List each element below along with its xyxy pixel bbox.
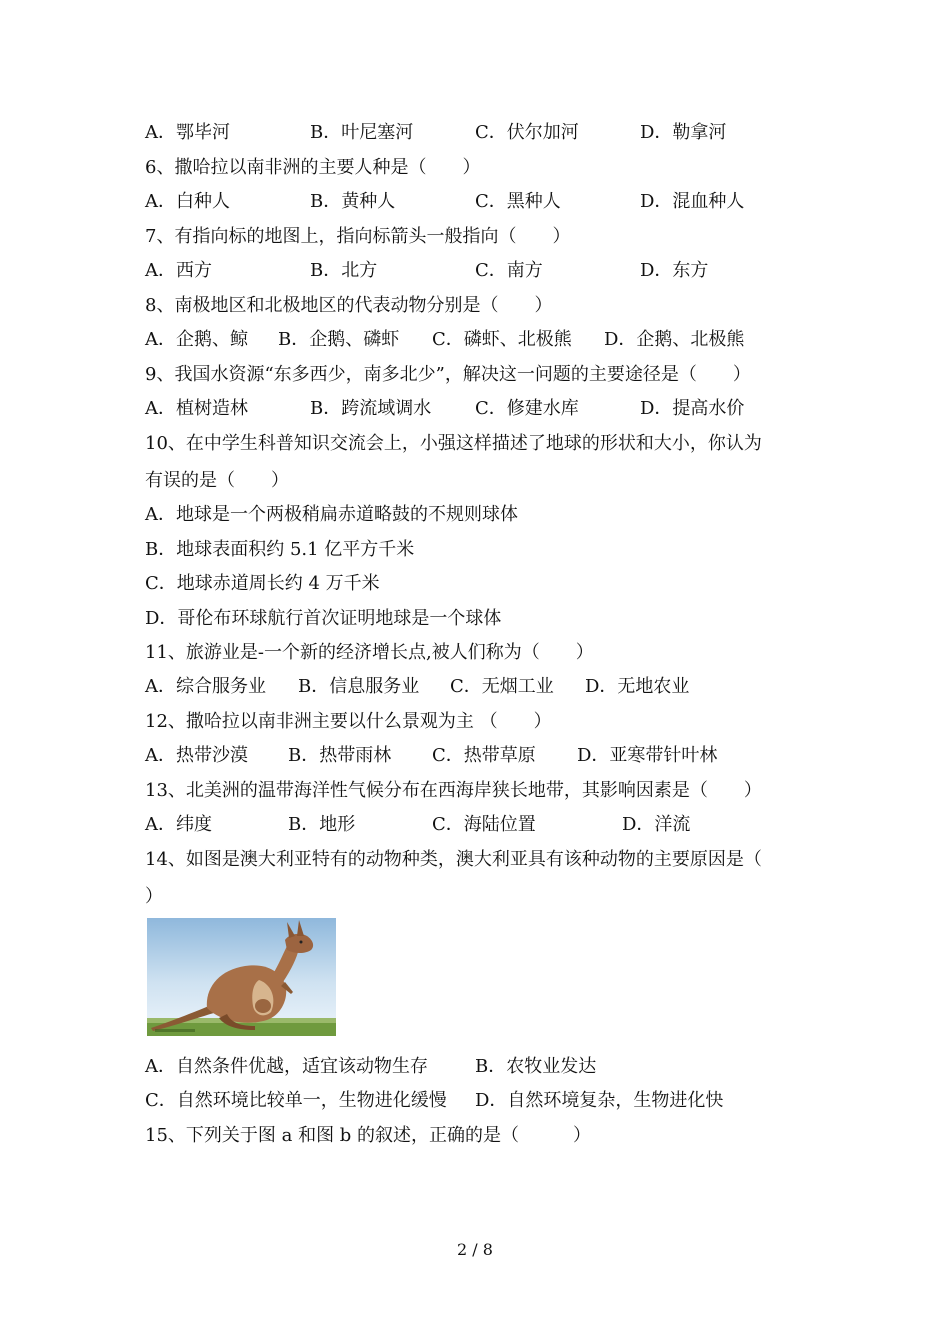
q10-stem-line1: 10、在中学生科普知识交流会上，小强这样描述了地球的形状和大小，你认为 [145,433,762,454]
q6-option-d: D．混血种人 [640,191,745,212]
q11-option-a: A．综合服务业 [145,676,266,697]
q9-option-a: A．植树造林 [145,398,248,419]
q5-option-b: B．叶尼塞河 [310,122,414,143]
q11-option-b: B．信息服务业 [298,676,420,697]
q8-option-b: B．企鹅、磷虾 [278,329,400,350]
q8-option-c: C．磷虾、北极熊 [432,329,572,350]
q12-option-d: D．亚寒带针叶林 [577,745,718,766]
page-number: 2 / 8 [457,1240,493,1259]
q15-stem: 15、下列关于图 a 和图 b 的叙述，正确的是（ ） [145,1125,592,1146]
q8-stem: 8、南极地区和北极地区的代表动物分别是（ ） [145,295,553,316]
q6-option-c: C．黑种人 [475,191,561,212]
q6-stem: 6、撒哈拉以南非洲的主要人种是（ ） [145,157,481,178]
q5-option-d: D．勒拿河 [640,122,727,143]
q7-option-c: C．南方 [475,260,543,281]
q11-stem: 11、旅游业是-一个新的经济增长点,被人们称为（ ） [145,642,594,663]
q14-option-c: C．自然环境比较单一，生物进化缓慢 [145,1090,447,1111]
q12-option-b: B．热带雨林 [288,745,392,766]
q7-option-b: B．北方 [310,260,378,281]
q7-option-a: A．西方 [145,260,212,281]
q5-option-c: C．伏尔加河 [475,122,579,143]
q10-option-d: D．哥伦布环球航行首次证明地球是一个球体 [145,608,502,629]
q8-option-a: A．企鹅、鲸 [145,329,248,350]
q5-option-a: A．鄂毕河 [145,122,230,143]
q14-option-a: A．自然条件优越，适宜该动物生存 [145,1056,428,1077]
q10-stem-line2: 有误的是（ ） [145,470,289,491]
q10-option-c: C．地球赤道周长约 4 万千米 [145,573,380,594]
q14-stem-line1: 14、如图是澳大利亚特有的动物种类，澳大利亚具有该种动物的主要原因是（ [145,849,762,870]
q6-option-a: A．白种人 [145,191,230,212]
q13-option-a: A．纬度 [145,814,212,835]
q14-option-b: B．农牧业发达 [475,1056,597,1077]
q6-option-b: B．黄种人 [310,191,396,212]
q14-option-d: D．自然环境复杂，生物进化快 [475,1090,724,1111]
q9-option-d: D．提高水价 [640,398,745,419]
q14-stem-line2: ） [145,886,163,907]
q10-option-a: A．地球是一个两极稍扁赤道略鼓的不规则球体 [145,504,518,525]
q12-option-a: A．热带沙漠 [145,745,248,766]
q13-option-c: C．海陆位置 [432,814,536,835]
q12-option-c: C．热带草原 [432,745,536,766]
q7-option-d: D．东方 [640,260,709,281]
q13-stem: 13、北美洲的温带海洋性气候分布在西海岸狭长地带，其影响因素是（ ） [145,780,762,801]
q9-stem: 9、我国水资源“东多西少，南多北少”，解决这一问题的主要途径是（ ） [145,364,751,385]
q11-option-c: C．无烟工业 [450,676,554,697]
q8-option-d: D．企鹅、北极熊 [604,329,745,350]
q9-option-b: B．跨流域调水 [310,398,432,419]
q12-stem: 12、撒哈拉以南非洲主要以什么景观为主 （ ） [145,711,552,732]
q10-option-b: B．地球表面积约 5.1 亿平方千米 [145,539,415,560]
q9-option-c: C．修建水库 [475,398,579,419]
q11-option-d: D．无地农业 [585,676,690,697]
q13-option-b: B．地形 [288,814,356,835]
q13-option-d: D．洋流 [622,814,691,835]
kangaroo-photo [147,918,336,1036]
q7-stem: 7、有指向标的地图上，指向标箭头一般指向（ ） [145,226,571,247]
